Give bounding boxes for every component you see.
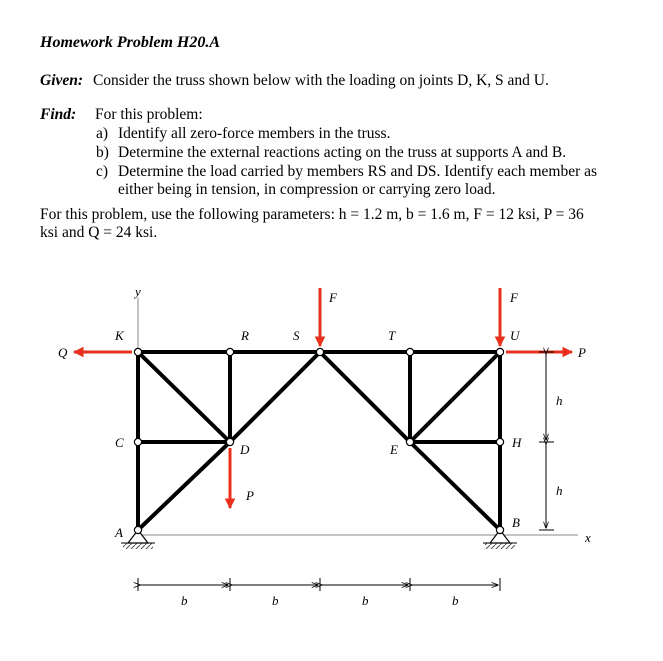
parameters-line-1: For this problem, use the following parameters: h = 1.2 m, b = 1.6 m, F = 12 ksi, P = 36 <box>40 206 584 223</box>
find-label: Find <box>40 106 72 123</box>
joint-E <box>406 438 413 445</box>
given-label: Given <box>40 72 78 89</box>
label-P-right: P <box>578 345 586 360</box>
label-dim-b1: b <box>181 593 188 608</box>
label-B: B <box>512 515 520 530</box>
given-text: Consider the truss shown below with the loading on joints D, K, S and U. <box>92 72 549 89</box>
label-T: T <box>388 328 396 343</box>
label-U: U <box>510 328 520 343</box>
label-x-axis: x <box>585 530 591 545</box>
find-item-text: either being in tension, in compression or carrying zero load. <box>118 181 496 198</box>
member-AD <box>138 442 230 530</box>
given-colon: : <box>77 72 84 89</box>
label-y-axis: y <box>135 284 141 299</box>
label-K: K <box>115 328 124 343</box>
label-F-S: F <box>329 290 337 305</box>
page-title: Homework Problem H20.A <box>40 34 220 51</box>
member-KD <box>138 352 230 442</box>
find-item-letter: b) <box>96 144 109 161</box>
joint-D <box>226 438 233 445</box>
loads <box>74 288 572 508</box>
joint-S <box>316 348 323 355</box>
find-item-text: Determine the external reactions acting on the truss at supports A and B. <box>118 144 567 161</box>
label-dim-b4: b <box>452 593 459 608</box>
find-item-letter: c) <box>96 163 109 180</box>
find-item-text: Identify all zero-force members in the truss. <box>118 125 391 142</box>
joint-H <box>496 438 503 445</box>
label-dim-b3: b <box>362 593 369 608</box>
label-P-down: P <box>246 488 254 503</box>
find-item-letter: a) <box>96 125 109 142</box>
label-A: A <box>115 525 123 540</box>
label-dim-b2: b <box>272 593 279 608</box>
label-F-U: F <box>510 290 518 305</box>
find-colon: : <box>71 106 77 123</box>
vertical-dimensions <box>539 352 554 530</box>
horizontal-dimensions <box>138 578 500 591</box>
find-item-text: Determine the load carried by members RS and DS. Identify each member as <box>118 163 598 180</box>
truss-members <box>138 352 500 530</box>
joint-T <box>406 348 413 355</box>
label-C: C <box>115 435 124 450</box>
label-Q: Q <box>58 345 68 360</box>
member-DS <box>230 352 320 442</box>
member-EB <box>410 442 500 530</box>
joint-B <box>496 526 503 533</box>
joint-A <box>134 526 141 533</box>
label-H: H <box>512 435 522 450</box>
label-S: S <box>293 328 300 343</box>
member-SE <box>320 352 410 442</box>
joint-U <box>496 348 503 355</box>
joint-K <box>134 348 141 355</box>
label-R: R <box>241 328 249 343</box>
joint-C <box>134 438 141 445</box>
joint-R <box>226 348 233 355</box>
label-E: E <box>390 442 398 457</box>
label-dim-h2: h <box>556 483 563 498</box>
find-intro: For this problem: <box>95 106 203 123</box>
label-D: D <box>240 442 250 457</box>
label-dim-h1: h <box>556 393 563 408</box>
member-EU <box>410 352 500 442</box>
parameters-line-2: ksi and Q = 24 ksi. <box>40 224 158 241</box>
